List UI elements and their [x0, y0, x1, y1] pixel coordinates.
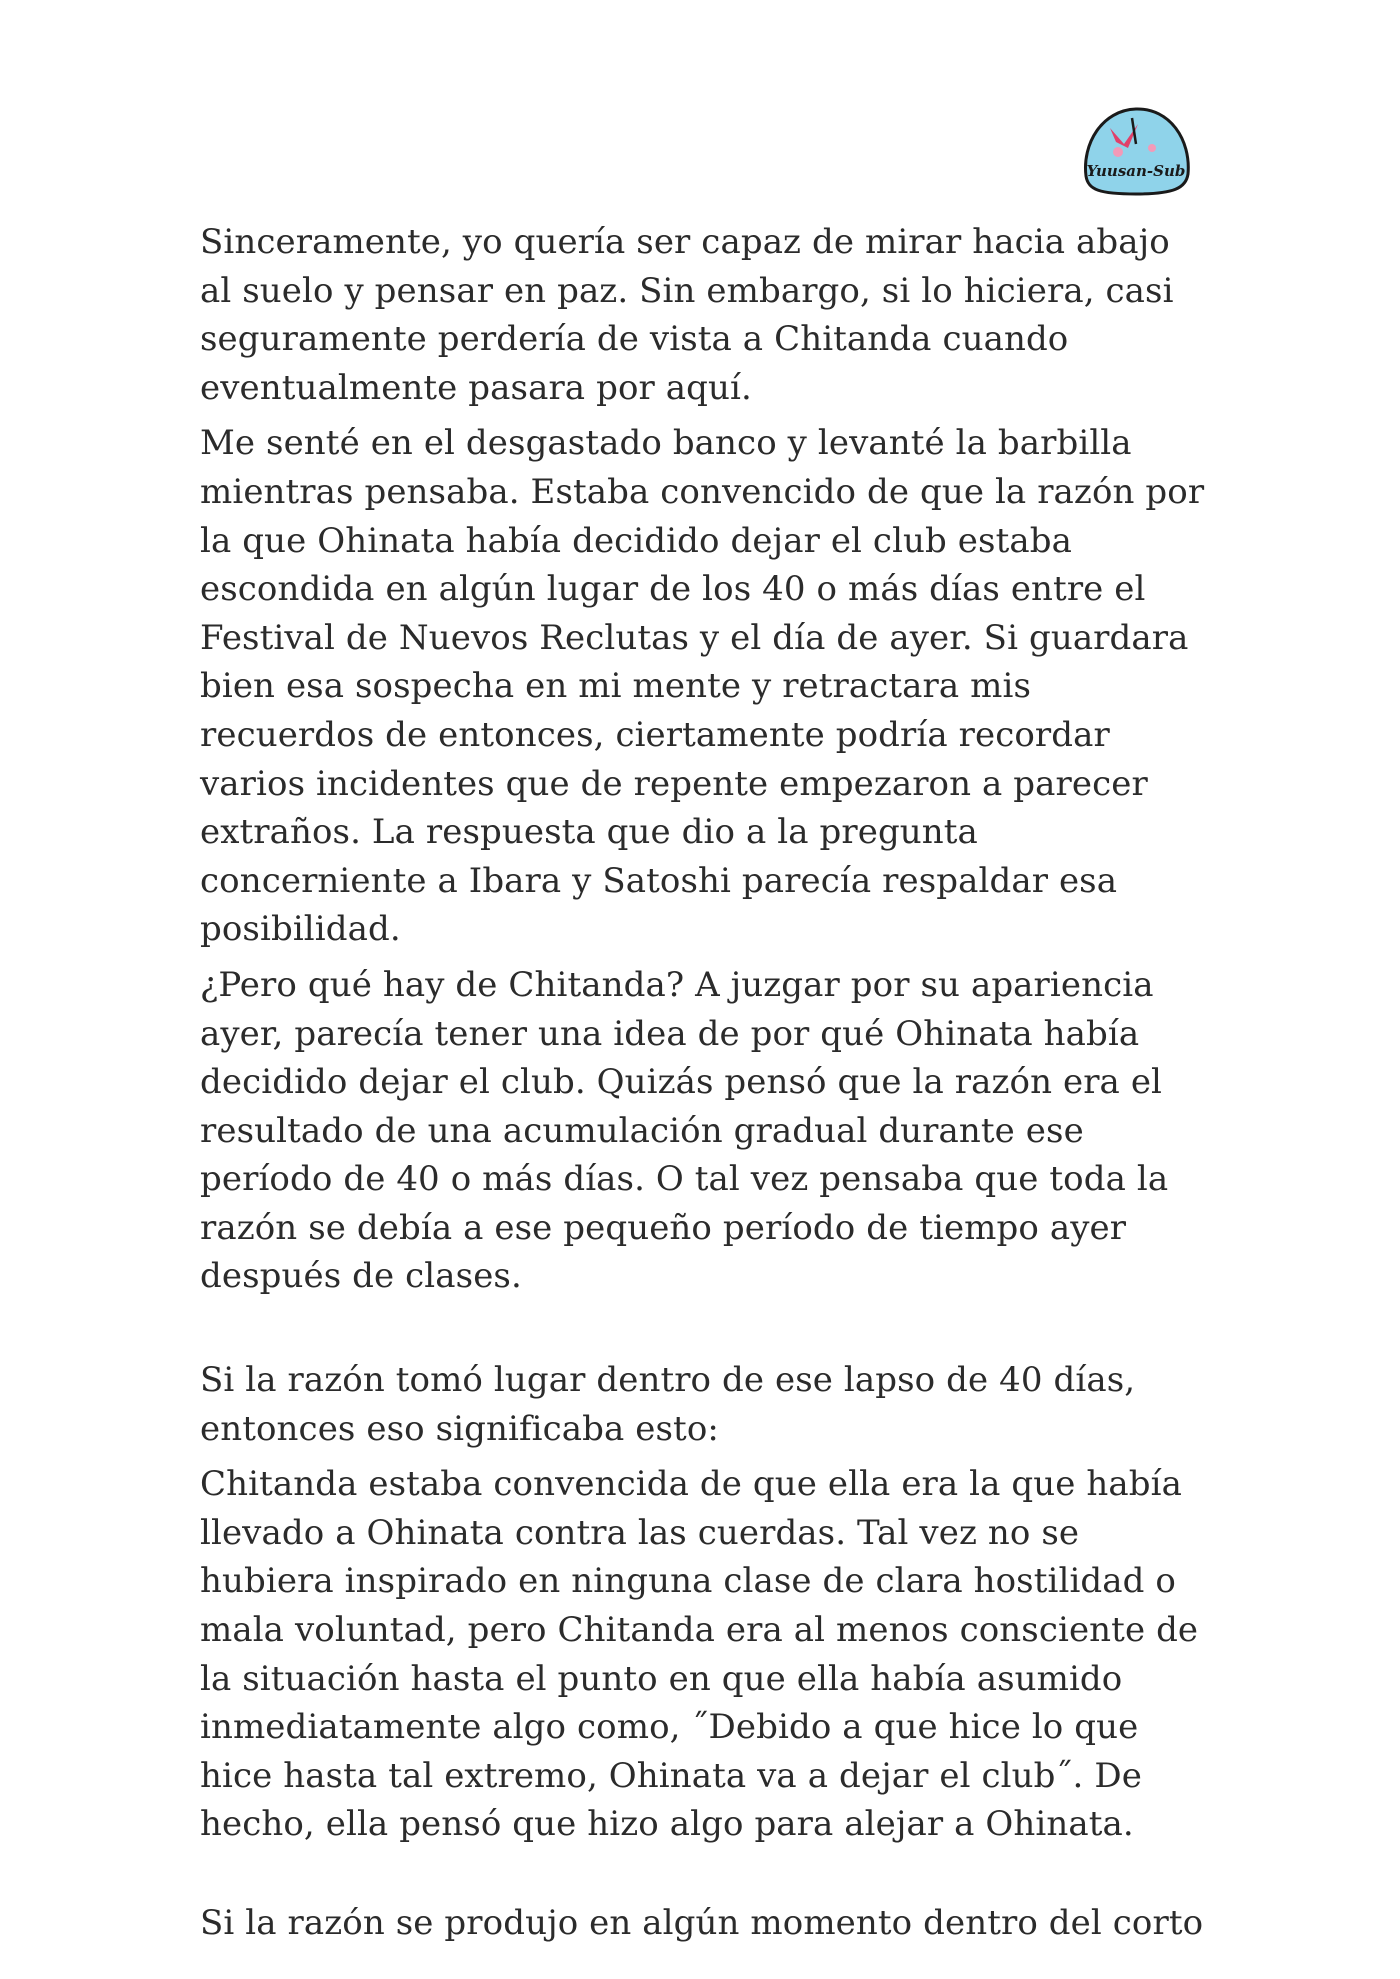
logo-dot [1148, 144, 1156, 152]
paragraph: Me senté en el desgastado banco y levanté la barbilla mientras pensaba. Estaba convencido de que la razón por la que Ohinata había decidido dejar el club estaba escondida en algún lugar de los 40 o más días entre el Festival de Nuevos Reclutas y el día de ayer. Si guardara bien esa sospecha en mi mente y retractara mis recuerdos de entonces, ciertamente podría recordar varios incidentes que de repente empezaron a parecer extraños. La respuesta que dio a la pregunta concerniente a Ibara y Satoshi parecía respaldar esa posibilidad. [200, 423, 1205, 950]
logo-graphic [1078, 104, 1194, 198]
paragraph: Si la razón se produjo en algún momento dentro del corto [200, 1903, 1204, 1943]
yuusan-sub-logo [1078, 104, 1194, 198]
paragraph: ¿Pero qué hay de Chitanda? A juzgar por su apariencia ayer, parecía tener una idea de por qué Ohinata había decidido dejar el club. Quizás pensó que la razón era el resultado de una acumulación gradual durante ese período de 40 o más días. O tal vez pensaba que toda la razón se debía a ese pequeño período de tiempo ayer después de clases. [200, 964, 1169, 1297]
document-body [200, 218, 1210, 1955]
paragraph: Sinceramente, yo quería ser capaz de mirar hacia abajo al suelo y pensar en paz. Sin embargo, si lo hiciera, casi seguramente perdería de vista a Chitanda cuando eventualmente pasara por aquí. [200, 222, 1174, 408]
paragraph: Chitanda estaba convencida de que ella era la que había llevado a Ohinata contra las cuerdas. Tal vez no se hubiera inspirado en ninguna clase de clara hostilidad o mala voluntad, pero Chitanda era al menos consciente de la situación hasta el punto en que ella había asumido inmediatamente algo como, ˝Debido a que hice lo que hice hasta tal extremo, Ohinata va a dejar el club˝. De hecho, ella pensó que hizo algo para alejar a Ohinata. [200, 1464, 1199, 1845]
logo-dot [1113, 147, 1123, 157]
logo-dome-shape [1085, 109, 1188, 194]
paragraph: Si la razón tomó lugar dentro de ese lapso de 40 días, entonces eso significaba esto: [200, 1360, 1136, 1449]
logo-text: Yuusan-Sub [1086, 162, 1186, 180]
